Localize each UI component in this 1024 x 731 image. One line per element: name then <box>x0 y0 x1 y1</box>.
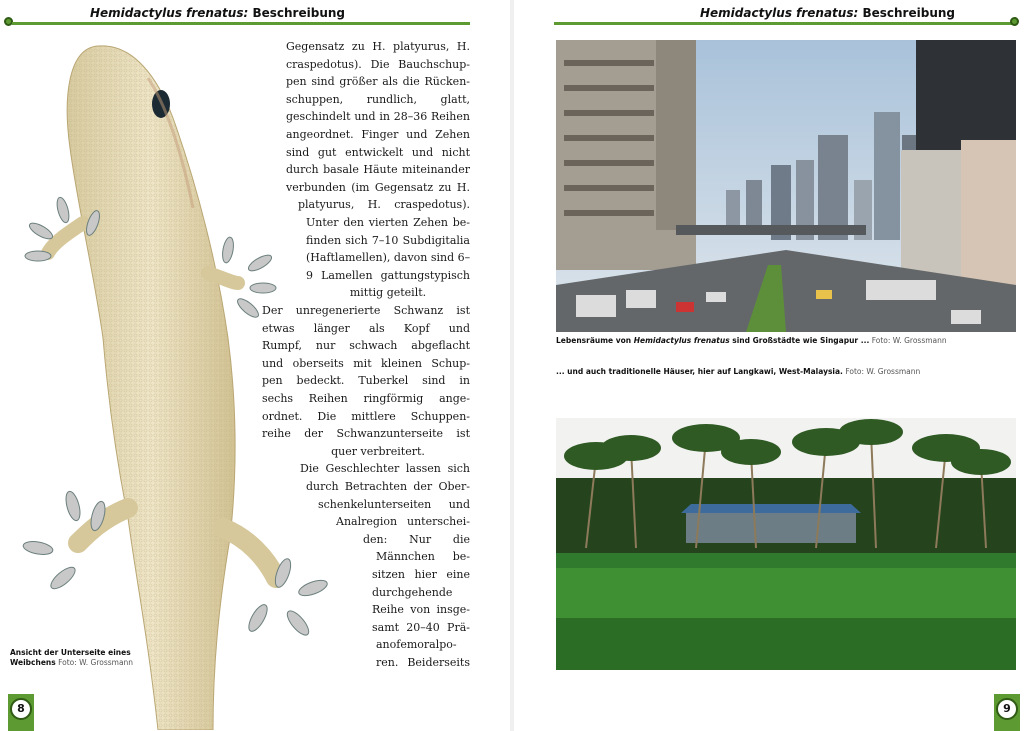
header-rule <box>554 22 1016 25</box>
house-caption-text: ... und auch traditionelle Häuser, hier auf Langkawi, West-Malaysia. <box>556 367 843 376</box>
section-name: Beschreibung <box>252 6 345 20</box>
text-line: quer verbreitert. <box>331 444 425 458</box>
text-line: und oberseits mit kleinen Schup- <box>262 356 470 370</box>
text-line: angeordnet. Finger und Zehen <box>286 128 470 141</box>
text-line: durchgehende <box>372 585 453 599</box>
text-line: samt 20–40 Prä- <box>372 620 470 634</box>
header-bullet-icon <box>1010 17 1019 26</box>
house-photo-credit: Foto: W. Grossmann <box>845 367 921 376</box>
page-number-tab-left <box>8 694 34 731</box>
gecko-caption <box>10 648 160 668</box>
text-line: Die Geschlechter lassen sich <box>300 462 470 476</box>
city-photo-caption <box>556 336 1016 346</box>
page-number-tab-right <box>994 694 1020 731</box>
house-photo-caption <box>556 367 1016 377</box>
gecko-photo-credit: Foto: W. Grossmann <box>58 658 134 667</box>
section-name: Beschreibung <box>862 6 955 20</box>
text-line: Der unregenerierte Schwanz ist <box>262 304 470 317</box>
text-line: durch basale Häute miteinander <box>286 163 470 177</box>
text-line: finden sich 7–10 Subdigitalia <box>306 233 470 247</box>
text-line: Männchen be- <box>376 550 470 564</box>
text-line: Rumpf, nur schwach abgeflacht <box>262 339 470 353</box>
text-line: ren. Beiderseits <box>376 656 470 669</box>
text-line: Unter den vierten Zehen be- <box>306 216 470 229</box>
text-line: sind gut entwickelt und nicht <box>286 145 470 159</box>
right-page <box>514 0 1024 731</box>
city-caption-lead: Lebensräume von <box>556 336 634 345</box>
running-title <box>700 6 955 20</box>
text-line: Analregion unterschei- <box>336 515 470 529</box>
text-line: pen sind größer als die Rücken- <box>286 75 470 89</box>
text-line: ordnet. Die mittlere Schuppen- <box>262 409 470 423</box>
species-name: Hemidactylus frenatus: <box>90 6 249 20</box>
singapore-city-photo <box>556 40 1016 332</box>
text-line: platyurus, H. craspedotus). <box>298 198 470 212</box>
text-line: Reihe von insge- <box>372 603 470 617</box>
species-name: Hemidactylus frenatus: <box>700 6 859 20</box>
gecko-caption-line2: Weibchens <box>10 658 56 667</box>
header-rule <box>12 22 470 25</box>
gecko-caption-line1: Ansicht der Unterseite eines <box>10 648 131 657</box>
text-line: verbunden (im Gegensatz zu H. <box>286 180 470 194</box>
text-line: schenkelunterseiten und <box>318 497 470 511</box>
city-caption-tail: sind Großstädte wie Singapur ... <box>729 336 870 345</box>
text-line: mittig geteilt. <box>349 286 427 300</box>
running-title <box>90 6 345 20</box>
text-line: 9 Lamellen gattungstypisch <box>306 268 470 282</box>
text-line: schuppen, rundlich, glatt, <box>286 92 470 106</box>
text-line: geschindelt und in 28–36 Reihen <box>286 110 470 124</box>
page-number-right: 9 <box>996 698 1018 720</box>
langkawi-palm-photo <box>556 418 1016 670</box>
text-line: (Haftlamellen), davon sind 6– <box>306 251 471 265</box>
text-line: den: Nur die <box>363 532 470 546</box>
text-line: pen bedeckt. Tuberkel sind in <box>262 374 470 388</box>
city-caption-species: Hemidactylus frenatus <box>633 336 730 345</box>
text-line: durch Betrachten der Ober- <box>306 480 470 493</box>
text-line: craspedotus). Die Bauchschup- <box>286 57 470 71</box>
page-number-left: 8 <box>10 698 32 720</box>
text-line: sitzen hier eine <box>372 568 470 581</box>
left-page <box>0 0 510 731</box>
text-line: Gegensatz zu H. platyurus, H. <box>286 40 470 53</box>
city-photo-credit: Foto: W. Grossmann <box>871 336 947 345</box>
text-line: reihe der Schwanzunterseite ist <box>262 427 470 441</box>
text-line: etwas länger als Kopf und <box>262 321 470 335</box>
text-line: sechs Reihen ringförmig ange- <box>262 392 470 405</box>
text-line: anofemoralpo- <box>376 638 457 652</box>
